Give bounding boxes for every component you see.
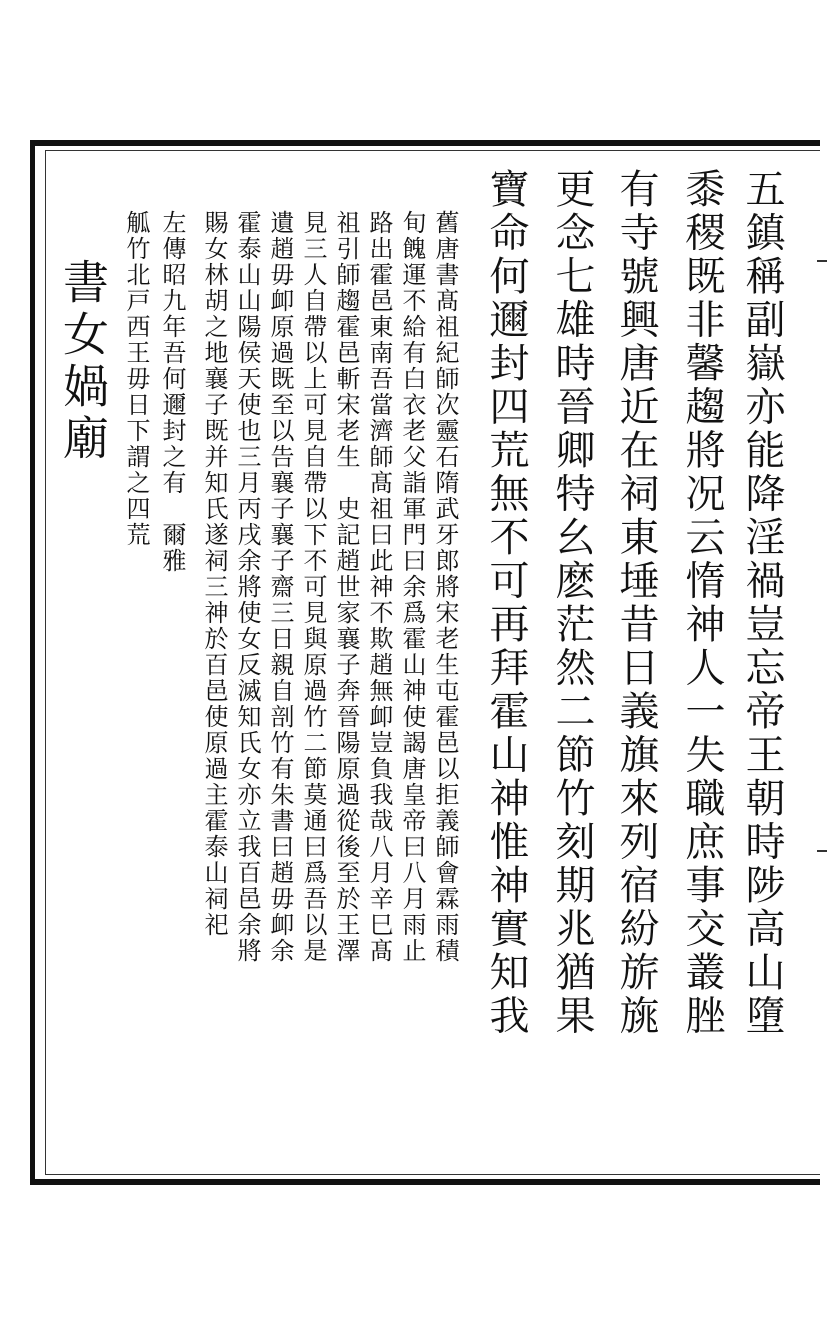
- main-column-4: 更念七雄時晉卿特幺麽茫然二節竹刻期兆猶果: [549, 168, 595, 1038]
- note-column-7: 霍泰山山陽侯天使也三月丙戌余將使女反滅知氏女亦立我百邑余將: [233, 210, 261, 964]
- edge-mark: [817, 850, 827, 852]
- note-column-9: 左傳昭九年吾何邇封之有 爾雅: [158, 210, 186, 574]
- note-column-1: 舊唐書髙祖紀師次靈石隋武牙郎將宋老生屯霍邑以拒義師會霖雨積: [431, 210, 459, 964]
- edge-mark: [817, 260, 827, 262]
- note-column-4: 祖引師趨霍邑斬宋老生 史記趙世家襄子奔晉陽原過從後至於王澤: [332, 210, 360, 964]
- main-column-2: 黍稷既非馨趨將况云惰神人一失職庶事交叢脞: [679, 168, 725, 1038]
- main-column-5: 寶命何邇封四荒無不可再拜霍山神惟神實知我: [483, 168, 529, 1038]
- note-column-2: 旬餽運不給有白衣老父詣軍門曰余爲霍山神使謁唐皇帝曰八月雨止: [398, 210, 426, 964]
- note-column-10: 觚竹北戸西王毋日下謂之四荒: [122, 210, 150, 548]
- main-column-3: 有寺號興唐近在祠東埵昔日義旗來列宿紛旂旐: [613, 168, 659, 1038]
- note-column-5: 見三人自帶以上可見自帶以下不可見與原過竹二節莫通曰爲吾以是: [299, 210, 327, 964]
- note-column-8: 賜女林胡之地襄子既并知氏遂祠三神於百邑使原過主霍泰山祠祀: [200, 210, 228, 938]
- note-column-6: 遺趙毋卹原過既至以告襄子襄子齋三日親自剖竹有朱書曰趙毋卹余: [266, 210, 294, 964]
- title-column: 書女媧廟: [56, 258, 110, 466]
- note-column-3: 路出霍邑東南吾當濟師髙祖曰此神不欺趙無卹豈負我哉八月辛巳髙: [365, 210, 393, 964]
- main-column-1: 五鎮稱副嶽亦能降淫禍豈忘帝王朝時陟高山墮: [739, 168, 785, 1038]
